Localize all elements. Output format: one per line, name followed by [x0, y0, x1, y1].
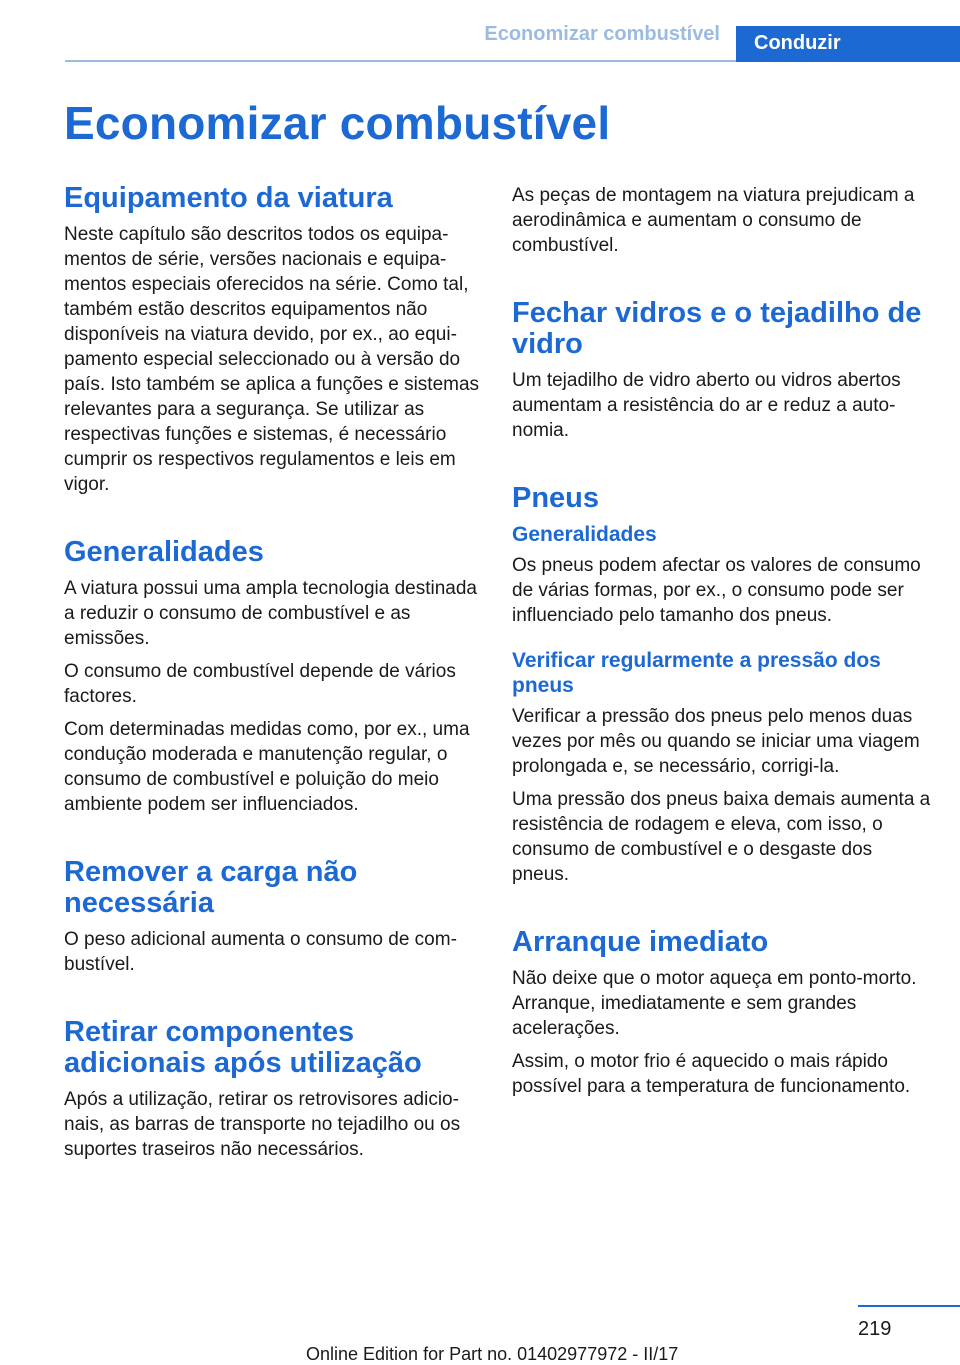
footer-rule — [858, 1305, 960, 1307]
heading-pneus: Pneus — [512, 482, 600, 514]
heading-equipamento: Equipamento da viatura — [64, 182, 393, 214]
paragraph-arranque-1: Não deixe que o motor aqueça em ponto-morto. Arranque, imediatamente e sem grandes acelerações. — [512, 968, 917, 1039]
heading-remover-carga: Remover a carga não necessária — [64, 856, 358, 919]
paragraph-generalidades-1: A viatura possui uma ampla tecnologia destinada a reduzir o consumo de combustível e as emissões. — [64, 578, 477, 649]
paragraph-verificar-pressao-1: Verificar a pressão dos pneus pelo menos duas vezes por mês ou quando se iniciar uma viagem prolongada e, se necessário, corrigi-la. — [512, 706, 920, 777]
heading-fechar-vidros: Fechar vidros e o tejadilho de vidro — [512, 297, 922, 360]
heading-generalidades: Generalidades — [64, 536, 264, 568]
paragraph-fechar-vidros: Um tejadilho de vidro aberto ou vidros abertos aumentam a resistência do ar e reduz a autonomia. — [512, 370, 901, 441]
heading-retirar-componentes: Retirar componentes adicionais após utilização — [64, 1016, 422, 1079]
paragraph-generalidades-2: O consumo de combustível depende de vários factores. — [64, 661, 456, 707]
subheading-pneus-generalidades: Generalidades — [512, 523, 657, 546]
paragraph-equipamento: Neste capítulo são descritos todos os equipamentos de série, versões nacionais e equipamentos especiais oferecidos na série. Como tal, também estão descritos equipamentos não disponíveis na viatura devido, por ex., ao equipamento especial seleccionado ou à versão do país. Isto também se aplica a funções e sistemas relevantes para a segurança. Se utilizar as respectivas funções e sistemas, é necessário cumprir os respectivos regulamentos e leis em vigor. — [64, 224, 480, 495]
page-title: Economizar combustível — [64, 97, 611, 149]
page-number: 219 — [858, 1318, 892, 1340]
chapter-tab: Conduzir — [736, 26, 960, 62]
paragraph-verificar-pressao-2: Uma pressão dos pneus baixa demais aumenta a resistência de rodagem e eleva, com isso, o consumo de combustível e o desgaste dos pneus. — [512, 789, 931, 885]
edition-footer: Online Edition for Part no. 01402977972 - II/17 — [306, 1344, 679, 1364]
paragraph-arranque-2: Assim, o motor frio é aquecido o mais rápido possível para a temperatura de funcionamento. — [512, 1051, 911, 1097]
paragraph-retirar-componentes: Após a utilização, retirar os retrovisores adicionais, as barras de transporte no tejadilho ou os suportes traseiros não necessários. — [64, 1089, 461, 1160]
paragraph-remover-carga: O peso adicional aumenta o consumo de combustível. — [64, 929, 457, 975]
left-column — [64, 183, 482, 1170]
paragraph-pneus-generalidades: Os pneus podem afectar os valores de consumo de várias formas, por ex., o consumo pode ser influenciado pelo tamanho dos pneus. — [512, 555, 921, 626]
heading-arranque-imediato: Arranque imediato — [512, 926, 769, 958]
subheading-verificar-pressao: Verificar regularmente a pressão dos pneus — [512, 649, 881, 697]
right-column — [512, 183, 932, 1107]
paragraph-pecas-montagem: As peças de montagem na viatura prejudicam a aerodinâmica e aumentam o consumo de combustível. — [512, 185, 915, 256]
section-tab: Economizar combustível — [484, 23, 720, 45]
paragraph-generalidades-3: Com determinadas medidas como, por ex., uma condução moderada e manutenção regular, o consumo de combustível e poluição do meio ambiente podem ser influenciados. — [64, 719, 470, 815]
